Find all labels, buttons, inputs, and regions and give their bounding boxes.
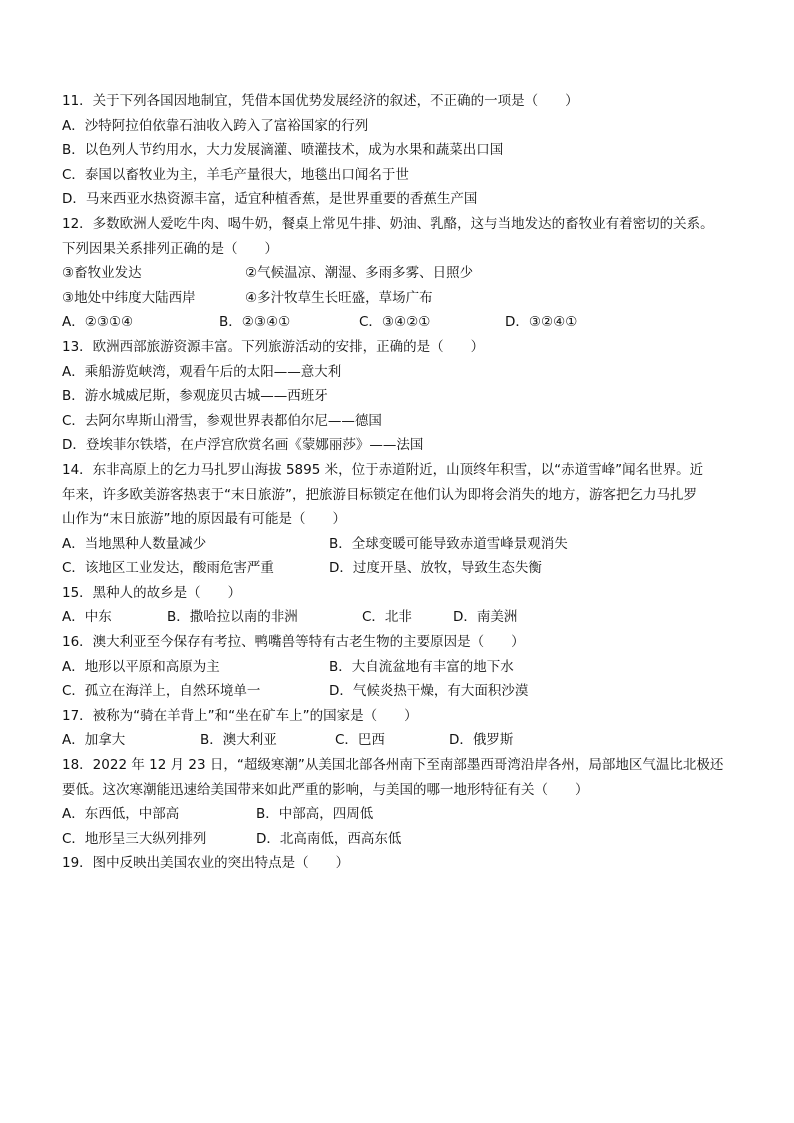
question-11-stem: 11．关于下列各国因地制宜，凭借本国优势发展经济的叙述，不正确的一项是（ ） <box>62 93 579 109</box>
question-12-option-c: C．③④②① <box>359 314 431 331</box>
question-13-option-a: A．乘船游览峡湾，观看午后的太阳——意大利 <box>62 363 342 380</box>
question-18-stem-line-1: 18．2022 年 12 月 23 日，“超级寒潮”从美国北部各州南下至南部墨西哥湾沿岸各州，局部地区气温比北极还 <box>62 757 724 774</box>
question-15-option-a: A．中东 <box>62 609 112 626</box>
question-14-option-c: C．该地区工业发达，酸雨危害严重 <box>62 560 274 577</box>
question-18-option-d: D．北高南低，西高东低 <box>256 830 402 847</box>
question-18-option-a: A．东西低，中部高 <box>62 806 180 823</box>
question-13-stem: 13．欧洲西部旅游资源丰富。下列旅游活动的安排，正确的是（ ） <box>62 338 485 355</box>
question-12-items-row-1 <box>62 261 744 286</box>
question-11-option-c: C．泰国以畜牧业为主，羊毛产量很大，地毯出口闻名于世 <box>62 166 409 183</box>
question-11-option-d: D．马来西亚水热资源丰富，适宜种植香蕉，是世界重要的香蕉生产国 <box>62 191 478 208</box>
question-11-option-a: A．沙特阿拉伯依靠石油收入跨入了富裕国家的行列 <box>62 117 369 134</box>
question-14-options-row-2 <box>62 556 744 581</box>
question-14-stem-line-1: 14．东非高原上的乞力马扎罗山海拔 5895 米，位于赤道附近，山顶终年积雪，以“赤道雪峰”闻名世界。近 <box>62 461 704 478</box>
question-13-option-c: C．去阿尔卑斯山滑雪，参观世界表都伯尔尼——德国 <box>62 412 382 429</box>
question-14-options-row-1 <box>62 532 744 557</box>
question-14-option-b: B．全球变暖可能导致赤道雪峰景观消失 <box>329 535 568 552</box>
question-12-option-b: B．②③④① <box>219 314 291 331</box>
question-16-stem: 16．澳大利亚至今保存有考拉、鸭嘴兽等特有古老生物的主要原因是（ ） <box>62 634 525 651</box>
question-12-options <box>62 310 744 335</box>
question-15-option-b: B．撒哈拉以南的非洲 <box>167 609 298 626</box>
question-14-option-a: A．当地黑种人数量减少 <box>62 535 207 552</box>
question-13-option-b: B．游水城威尼斯，参观庞贝古城——西班牙 <box>62 388 328 405</box>
question-15-option-d: D．南美洲 <box>453 609 518 626</box>
question-14-stem-line-2: 年来，许多欧美游客热衷于“末日旅游”，把旅游目标锁定在他们认为即将会消失的地方，游客把乞力马扎罗 <box>62 486 697 503</box>
question-15-stem: 15．黑种人的故乡是（ ） <box>62 584 242 601</box>
question-12-stem-line-1: 12．多数欧洲人爱吃牛肉、喝牛奶，餐桌上常见牛排、奶油、乳酪，这与当地发达的畜牧业有着密切的关系。 <box>62 215 714 232</box>
question-18-stem-line-2: 要低。这次寒潮能迅速给美国带来如此严重的影响，与美国的哪一地形特征有关（ ） <box>62 781 589 798</box>
question-12-items-row-2 <box>62 286 744 311</box>
question-17-stem: 17．被称为“骑在羊背上”和“坐在矿车上”的国家是（ ） <box>62 707 418 724</box>
question-11-option-b: B．以色列人节约用水，大力发展滴灌、喷灌技术，成为水果和蔬菜出口国 <box>62 142 504 159</box>
question-16-option-b: B．大自流盆地有丰富的地下水 <box>329 658 514 675</box>
question-17-option-a: A．加拿大 <box>62 732 126 749</box>
question-18-options-row-1 <box>62 802 744 827</box>
question-18-option-b: B．中部高，四周低 <box>256 806 374 823</box>
question-19-stem: 19．图中反映出美国农业的突出特点是（ ） <box>62 855 350 872</box>
question-16-option-a: A．地形以平原和高原为主 <box>62 658 220 675</box>
question-12-option-a: A．②③①④ <box>62 314 134 331</box>
question-17-option-c: C．巴西 <box>335 732 385 749</box>
question-16-options-row-2 <box>62 679 744 704</box>
question-16-options-row-1 <box>62 655 744 680</box>
question-15-option-c: C．北非 <box>362 609 412 626</box>
question-18-options-row-2 <box>62 827 744 852</box>
question-16-option-c: C．孤立在海洋上，自然环境单一 <box>62 683 261 700</box>
question-17-option-b: B．澳大利亚 <box>200 732 277 749</box>
question-12-option-d: D．③②④① <box>505 314 578 331</box>
question-13-option-d: D．登埃菲尔铁塔，在卢浮宫欣赏名画《蒙娜丽莎》——法国 <box>62 437 424 454</box>
question-12-item: ③畜牧业发达 <box>62 265 142 282</box>
question-12-stem-line-2: 下列因果关系排列正确的是（ ） <box>62 240 278 257</box>
question-12-item: ④多汁牧草生长旺盛，草场广布 <box>245 289 433 306</box>
question-15-options <box>62 605 744 630</box>
question-12-item: ②气候温凉、潮湿、多雨多雾、日照少 <box>245 265 474 282</box>
question-17-option-d: D．俄罗斯 <box>449 732 514 749</box>
question-17-options <box>62 728 744 753</box>
question-16-option-d: D．气候炎热干燥，有大面积沙漠 <box>329 683 529 700</box>
question-18-option-c: C．地形呈三大纵列排列 <box>62 830 207 847</box>
question-12-item: ③地处中纬度大陆西岸 <box>62 289 196 306</box>
question-14-stem-line-3: 山作为“末日旅游”地的原因最有可能是（ ） <box>62 511 346 528</box>
question-14-option-d: D．过度开垦、放牧，导致生态失衡 <box>329 560 542 577</box>
